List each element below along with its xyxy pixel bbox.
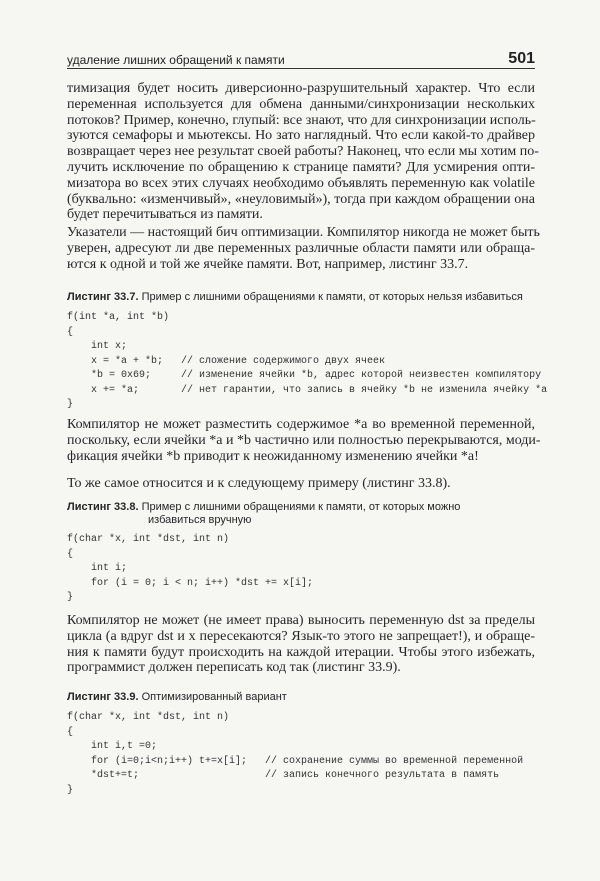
listing-caption (67, 291, 535, 304)
text-line: мизатора во всех этих случаях необходимо объявлять переменную как volatile (67, 175, 535, 191)
text-line: То же самое относится и к следующему примеру (листинг 33.8). (67, 476, 451, 491)
listing-label: Листинг 33.8. (67, 501, 139, 513)
text-line: ния к памяти будут происходить на каждой итерации. Чтобы этого избежать, (67, 644, 535, 660)
code-listing: f(int *a, int *b) { int x; x = *a + *b; // сложение содержимого двух ячеек *b = 0x69; // изменение ячейки *b, адрес которой неизвестен компилятору x += *a; // нет гарантии, что запись в ячейку *b не изменила ячейку *a } (67, 312, 548, 410)
text-line: будет перечитываться из памяти. (67, 207, 263, 223)
paragraph (67, 476, 535, 492)
text-line: поскольку, если ячейки *a и *b частично или полностью перекрываются, моди- (67, 432, 541, 448)
listing-caption (67, 501, 535, 526)
running-header-title: удаление лишних обращений к памяти (67, 53, 285, 67)
text-line: Компилятор не может (не имеет права) выносить переменную dst за пределы (67, 613, 535, 628)
paragraph (67, 417, 541, 464)
text-line: Компилятор не может разместить содержимое *a во временной переменной, (67, 417, 535, 432)
running-header (67, 50, 535, 69)
listing-title-continued: избавиться вручную (148, 513, 252, 526)
text-line: уверен, адресуют ли две переменных различные области памяти или обраща- (67, 240, 535, 256)
page-number: 501 (508, 50, 535, 67)
text-line: переменная используется для обмена данными/синхронизации нескольких (67, 96, 535, 112)
listing-title: Оптимизированный вариант (141, 691, 287, 703)
listing-label: Листинг 33.7. (67, 291, 139, 303)
text-line: тимизация будет носить диверсионно-разрушительный характер. Что если (67, 81, 535, 96)
text-line: потоков? Пример, конечно, глупый: все знают, что для синхронизации исполь- (67, 112, 536, 128)
text-line: фикация ячейки *b приводит к неожиданному изменению ячейки *a! (67, 448, 479, 464)
listing-title: Пример с лишними обращениями к памяти, от которых можно (141, 501, 461, 513)
paragraph (67, 81, 539, 223)
text-line: зуются семафоры и мьютексы. Но зато наглядный. Что если какой-то драйвер (67, 128, 535, 144)
code-listing: f(char *x, int *dst, int n) { int i,t =0; for (i=0;i<n;i++) t+=x[i]; // сохранение суммы во временной переменной *dst+=t; // запись конечного результата в память } (67, 712, 524, 796)
text-line: лучить исключение по обращению к странице памяти? Для усмирения опти- (67, 159, 535, 175)
listing-title: Пример с лишними обращениями к памяти, от которых нельзя избавиться (141, 291, 523, 303)
paragraph (67, 225, 540, 272)
paragraph (67, 613, 535, 676)
text-line: ются к одной и той же ячейке памяти. Вот, например, листинг 33.7. (67, 256, 469, 272)
listing-label: Листинг 33.9. (67, 691, 139, 703)
code-listing: f(char *x, int *dst, int n) { int i; for (i = 0; i < n; i++) *dst += x[i]; } (67, 534, 314, 603)
text-line: Указатели — настоящий бич оптимизации. Компилятор никогда не может быть (67, 225, 540, 240)
text-line: возвращает через нее результат своей работы? Наконец, что если мы хотим по- (67, 144, 539, 160)
text-line: программист должен переписать код так (листинг 33.9). (67, 660, 401, 676)
text-line: цикла (а вдруг dst и x пересекаются? Язык-то этого не запрещает!), и обраще- (67, 628, 535, 644)
text-line: (буквально: «изменчивый», «неуловимый»), тогда при каждом обращении она (67, 191, 535, 207)
listing-caption (67, 691, 535, 704)
